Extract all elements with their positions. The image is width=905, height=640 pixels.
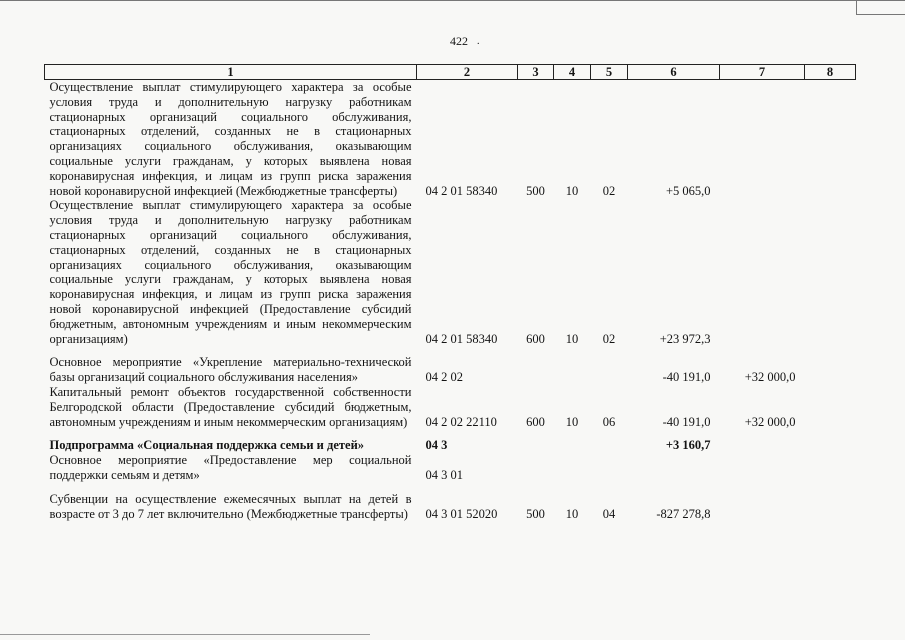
row-col-8 xyxy=(805,429,856,453)
scan-top-edge xyxy=(0,0,905,1)
row-name: Осуществление выплат стимулирующего характера за особые условия труда и дополнительную нагрузку работникам стационарных организаций социального обслуживания, стационарных отделений, созданных не в стационарных организациях социального обслуживания, оказывающим социальные услуги гражданам, у которых выявлена новая коронавирусная инфекция, и лицам из групп риска заражения новой коронавирусной инфекцией (Межбюджетные трансферты) xyxy=(49,80,412,198)
row-code: 04 3 01 52020 xyxy=(425,506,498,521)
table-body xyxy=(45,80,856,522)
row-amount xyxy=(628,453,720,483)
scan-corner-mark xyxy=(856,0,905,15)
column-header-3: 3 xyxy=(518,65,554,80)
table-row xyxy=(45,198,856,346)
row-amount: +5 065,0 xyxy=(665,183,711,198)
row-pr: 02 xyxy=(602,331,616,346)
row-amount-2 xyxy=(720,429,805,453)
row-rz: 10 xyxy=(565,506,579,521)
row-col-8 xyxy=(805,483,856,522)
row-pr xyxy=(591,346,628,385)
row-col-8 xyxy=(805,453,856,483)
row-col-8 xyxy=(805,385,856,429)
row-code: 04 2 01 58340 xyxy=(425,331,498,346)
row-pr: 06 xyxy=(602,414,616,429)
row-amount: -827 278,8 xyxy=(656,506,711,521)
row-amount-2 xyxy=(720,483,805,522)
row-amount-2: +32 000,0 xyxy=(744,370,796,385)
column-header-8: 8 xyxy=(805,65,856,80)
row-pr: 02 xyxy=(602,183,616,198)
row-amount: +3 160,7 xyxy=(665,438,711,453)
row-vr xyxy=(518,346,554,385)
row-code: 04 3 xyxy=(425,438,448,453)
row-code: 04 3 01 xyxy=(425,467,463,482)
budget-table xyxy=(44,64,856,521)
row-name: Подпрограмма «Социальная поддержка семьи и детей» xyxy=(49,438,365,453)
row-vr xyxy=(518,429,554,453)
row-name: Основное мероприятие «Предоставление мер социальной поддержки семьям и детям» xyxy=(49,453,412,482)
row-vr: 500 xyxy=(526,183,545,198)
row-pr: 04 xyxy=(602,506,616,521)
scan-bottom-edge xyxy=(0,634,370,635)
column-header-7: 7 xyxy=(720,65,805,80)
row-amount-2 xyxy=(720,198,805,346)
column-header-6: 6 xyxy=(628,65,720,80)
row-vr: 500 xyxy=(526,506,545,521)
column-header-row xyxy=(45,65,856,80)
row-vr: 600 xyxy=(526,331,545,346)
row-rz: 10 xyxy=(565,414,579,429)
row-col-8 xyxy=(805,346,856,385)
row-name: Основное мероприятие «Укрепление материально-технической базы организаций социального обслуживания населения» xyxy=(49,355,412,385)
row-rz xyxy=(554,346,591,385)
row-rz: 10 xyxy=(565,183,579,198)
row-name: Осуществление выплат стимулирующего характера за особые условия труда и дополнительную нагрузку работникам стационарных организаций социального обслуживания, стационарных отделений, созданных не в стационарных организациях социального обслуживания, оказывающим социальные услуги гражданам, у которых выявлена новая коронавирусная инфекция, и лицам из групп риска заражения новой коронавирусной инфекцией (Предоставление субсидий бюджетным, автономным учреждениям и иным некоммерческим организациям) xyxy=(49,198,412,346)
row-name: Капитальный ремонт объектов государственной собственности Белгородской области (Предоставление субсидий бюджетным, автономным учреждениям и иным некоммерческим организациям) xyxy=(49,384,412,429)
column-header-4: 4 xyxy=(554,65,591,80)
table-row xyxy=(45,385,856,429)
row-vr xyxy=(518,453,554,483)
column-header-5: 5 xyxy=(591,65,628,80)
row-pr xyxy=(591,453,628,483)
row-name: Субвенции на осуществление ежемесячных выплат на детей в возрасте от 3 до 7 лет включительно (Межбюджетные трансферты) xyxy=(49,491,412,521)
row-amount: -40 191,0 xyxy=(662,414,711,429)
row-col-8 xyxy=(805,80,856,199)
row-code: 04 2 02 22110 xyxy=(425,414,497,429)
table-row xyxy=(45,346,856,385)
row-vr: 600 xyxy=(526,414,545,429)
row-amount-2: +32 000,0 xyxy=(744,414,796,429)
row-rz xyxy=(554,429,591,453)
row-amount-2 xyxy=(720,80,805,199)
table-row xyxy=(45,429,856,453)
row-col-8 xyxy=(805,198,856,346)
column-header-2: 2 xyxy=(417,65,518,80)
row-code: 04 2 01 58340 xyxy=(425,183,498,198)
table-row xyxy=(45,80,856,199)
row-amount-2 xyxy=(720,453,805,483)
table-row xyxy=(45,483,856,522)
column-header-1: 1 xyxy=(45,65,417,80)
row-pr xyxy=(591,429,628,453)
page-mark: . xyxy=(477,36,480,47)
table-row xyxy=(45,453,856,483)
row-rz: 10 xyxy=(565,331,579,346)
row-amount: -40 191,0 xyxy=(662,370,711,385)
row-rz xyxy=(554,453,591,483)
row-amount: +23 972,3 xyxy=(659,331,711,346)
row-code: 04 2 02 xyxy=(425,370,463,385)
page-number: 422 xyxy=(450,34,468,48)
